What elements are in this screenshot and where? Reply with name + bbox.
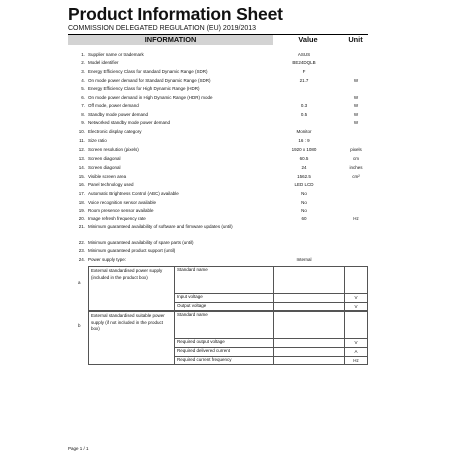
- table-row: [68, 85, 368, 93]
- row-value: 24: [301, 165, 307, 170]
- row-label: Off mode, power demand: [88, 103, 139, 108]
- row-value: No: [301, 200, 307, 205]
- row-label: Screen diagonal: [88, 156, 121, 161]
- psu-a-field-label: Standard name: [177, 267, 208, 272]
- row-label: Automatic Brightness Control (ABC) available: [88, 191, 179, 196]
- psu-a-field-label: Output voltage: [177, 303, 207, 308]
- table-row: [68, 146, 368, 154]
- row-label: Room presence sensor available: [88, 208, 154, 213]
- row-unit: cm: [353, 156, 359, 161]
- psu-b-field-label: Required current frequency: [177, 357, 232, 362]
- row-label: Screen diagonal: [88, 165, 121, 170]
- psu-b-field-unit: V: [354, 340, 358, 345]
- header-value: Value: [298, 35, 318, 44]
- row-unit: inches: [349, 165, 363, 170]
- row-label: On mode power demand in High Dynamic Range (HDR) mode: [88, 95, 213, 100]
- row-unit: W: [353, 120, 359, 125]
- table-row: [68, 190, 368, 198]
- table-row: [68, 256, 368, 264]
- row-label: Screen resolution (pixels): [88, 147, 139, 152]
- psu-b-field-unit: Hz: [353, 358, 359, 363]
- row-label: Minimum guaranteed availability of software and firmware updates (until): [88, 224, 233, 229]
- row-number: 18.: [78, 200, 85, 205]
- info-table: [68, 34, 368, 429]
- psu-b-field-label: Required delivered current: [177, 348, 231, 353]
- row-unit: W: [353, 103, 359, 108]
- row-value: ASUS: [297, 52, 311, 57]
- table-row: [68, 223, 368, 231]
- row-unit: W: [353, 95, 359, 100]
- row-value: 16 : 9: [298, 138, 310, 143]
- psu-b-field-unit: A: [354, 349, 358, 354]
- table-row: [68, 119, 368, 127]
- row-number: 16.: [78, 182, 85, 187]
- table-row: [68, 59, 368, 67]
- row-number: 7.: [81, 103, 85, 108]
- row-number: 20.: [78, 216, 85, 221]
- row-number: 3.: [81, 69, 85, 74]
- row-number: 11.: [79, 138, 85, 143]
- header-unit: Unit: [348, 35, 363, 44]
- row-label: Panel technology used: [88, 182, 134, 187]
- table-row: [68, 137, 368, 145]
- psu-a-field-unit: V: [354, 295, 358, 300]
- psu-a-field-unit: V: [354, 304, 358, 309]
- row-label: Image refresh frequency rate: [88, 216, 146, 221]
- row-label: Voice recognition sensor available: [88, 200, 157, 205]
- table-row: [68, 199, 368, 207]
- row-label: Size ratio: [88, 138, 107, 143]
- row-number: 1.: [81, 52, 85, 57]
- row-number: 2.: [81, 60, 85, 65]
- row-label: Minimum guaranteed availability of spare parts (until): [88, 240, 194, 245]
- row-number: 24.: [78, 257, 85, 262]
- row-label: Supplier name or trademark: [88, 52, 144, 57]
- row-value: 21.7: [299, 78, 309, 83]
- row-value: 60.5: [299, 156, 309, 161]
- psu-a-divider: [273, 266, 274, 311]
- row-value: F: [302, 69, 306, 74]
- row-number: 6.: [81, 95, 85, 100]
- row-label: On mode power demand for Standard Dynamic Range (SDR): [88, 78, 211, 83]
- row-label: Power supply type:: [88, 257, 127, 262]
- psu-a-field-label: Input voltage: [177, 294, 203, 299]
- psu-a-divider: [174, 266, 175, 311]
- row-value: 0.3: [300, 103, 308, 108]
- row-number: 23.: [78, 248, 85, 253]
- row-value: 1562.5: [297, 174, 311, 179]
- table-row: [68, 173, 368, 181]
- row-unit: W: [353, 112, 359, 117]
- row-unit: W: [353, 78, 359, 83]
- row-label: Visible screen area: [88, 174, 127, 179]
- table-row: [68, 239, 368, 247]
- row-number: 13.: [78, 156, 85, 161]
- row-value: No: [301, 191, 307, 196]
- row-number: 21.: [78, 224, 85, 229]
- row-unit: cm²: [352, 174, 360, 179]
- row-value: BE24DQLB: [292, 60, 316, 65]
- row-number: 10.: [78, 129, 85, 134]
- page-footer: Page 1 / 1: [68, 446, 89, 451]
- header-information: INFORMATION: [68, 35, 273, 45]
- row-label: Networked standby mode power demand: [88, 120, 171, 125]
- row-unit: Hz: [353, 216, 359, 221]
- row-value: 60: [301, 216, 307, 221]
- row-label: Energy Efficiency Class for standard Dynamic Range (SDR): [88, 69, 208, 74]
- page-title: Product Information Sheet: [68, 4, 283, 24]
- table-row: [68, 215, 368, 223]
- table-row: [68, 181, 368, 189]
- psu-a-letter: a: [78, 280, 81, 285]
- row-value: Internal: [296, 257, 312, 262]
- row-value: 0.5: [300, 112, 308, 117]
- row-number: 8.: [81, 112, 85, 117]
- row-unit: pixels: [350, 147, 362, 152]
- table-row: [68, 77, 368, 85]
- row-number: 4.: [81, 78, 85, 83]
- psu-b-field-label: Required output voltage: [177, 339, 225, 344]
- row-number: 5.: [81, 86, 85, 91]
- table-row: [68, 164, 368, 172]
- row-label: Electronic display category: [88, 129, 142, 134]
- row-label: Minimum guaranteed product support (until): [88, 248, 176, 253]
- row-value: No: [301, 208, 307, 213]
- row-number: 9.: [81, 120, 85, 125]
- row-number: 17.: [78, 191, 85, 196]
- row-label: Energy Efficiency Class for High Dynamic Range (HDR): [88, 86, 200, 91]
- row-value: 1920 x 1080: [291, 147, 317, 152]
- row-number: 19.: [78, 208, 85, 213]
- table-row: [68, 68, 368, 76]
- table-row: [68, 94, 368, 102]
- psu-a-row-rule: [174, 293, 368, 294]
- table-row: [68, 155, 368, 163]
- psu-b-description: External standardised suitable power supply (if not included in the product box): [91, 313, 165, 331]
- row-value: Monitor: [296, 129, 312, 134]
- psu-b-letter: b: [78, 323, 81, 328]
- table-row: [68, 207, 368, 215]
- table-row: [68, 102, 368, 110]
- row-label: Model identifier: [88, 60, 119, 65]
- row-number: 14.: [78, 165, 85, 170]
- row-label: Standby mode power demand: [88, 112, 149, 117]
- row-value: LED LCD: [294, 182, 314, 187]
- psu-b-field-label: Standard name: [177, 312, 208, 317]
- table-row: [68, 128, 368, 136]
- row-number: 15.: [78, 174, 85, 179]
- row-number: 22.: [78, 240, 85, 245]
- psu-a-description: External standardised power supply (included in the product box): [91, 268, 163, 280]
- table-row: [68, 51, 368, 59]
- table-row: [68, 247, 368, 255]
- regulation-subtitle: COMMISSION DELEGATED REGULATION (EU) 2019/2013: [68, 25, 257, 32]
- table-row: [68, 111, 368, 119]
- row-number: 12.: [78, 147, 85, 152]
